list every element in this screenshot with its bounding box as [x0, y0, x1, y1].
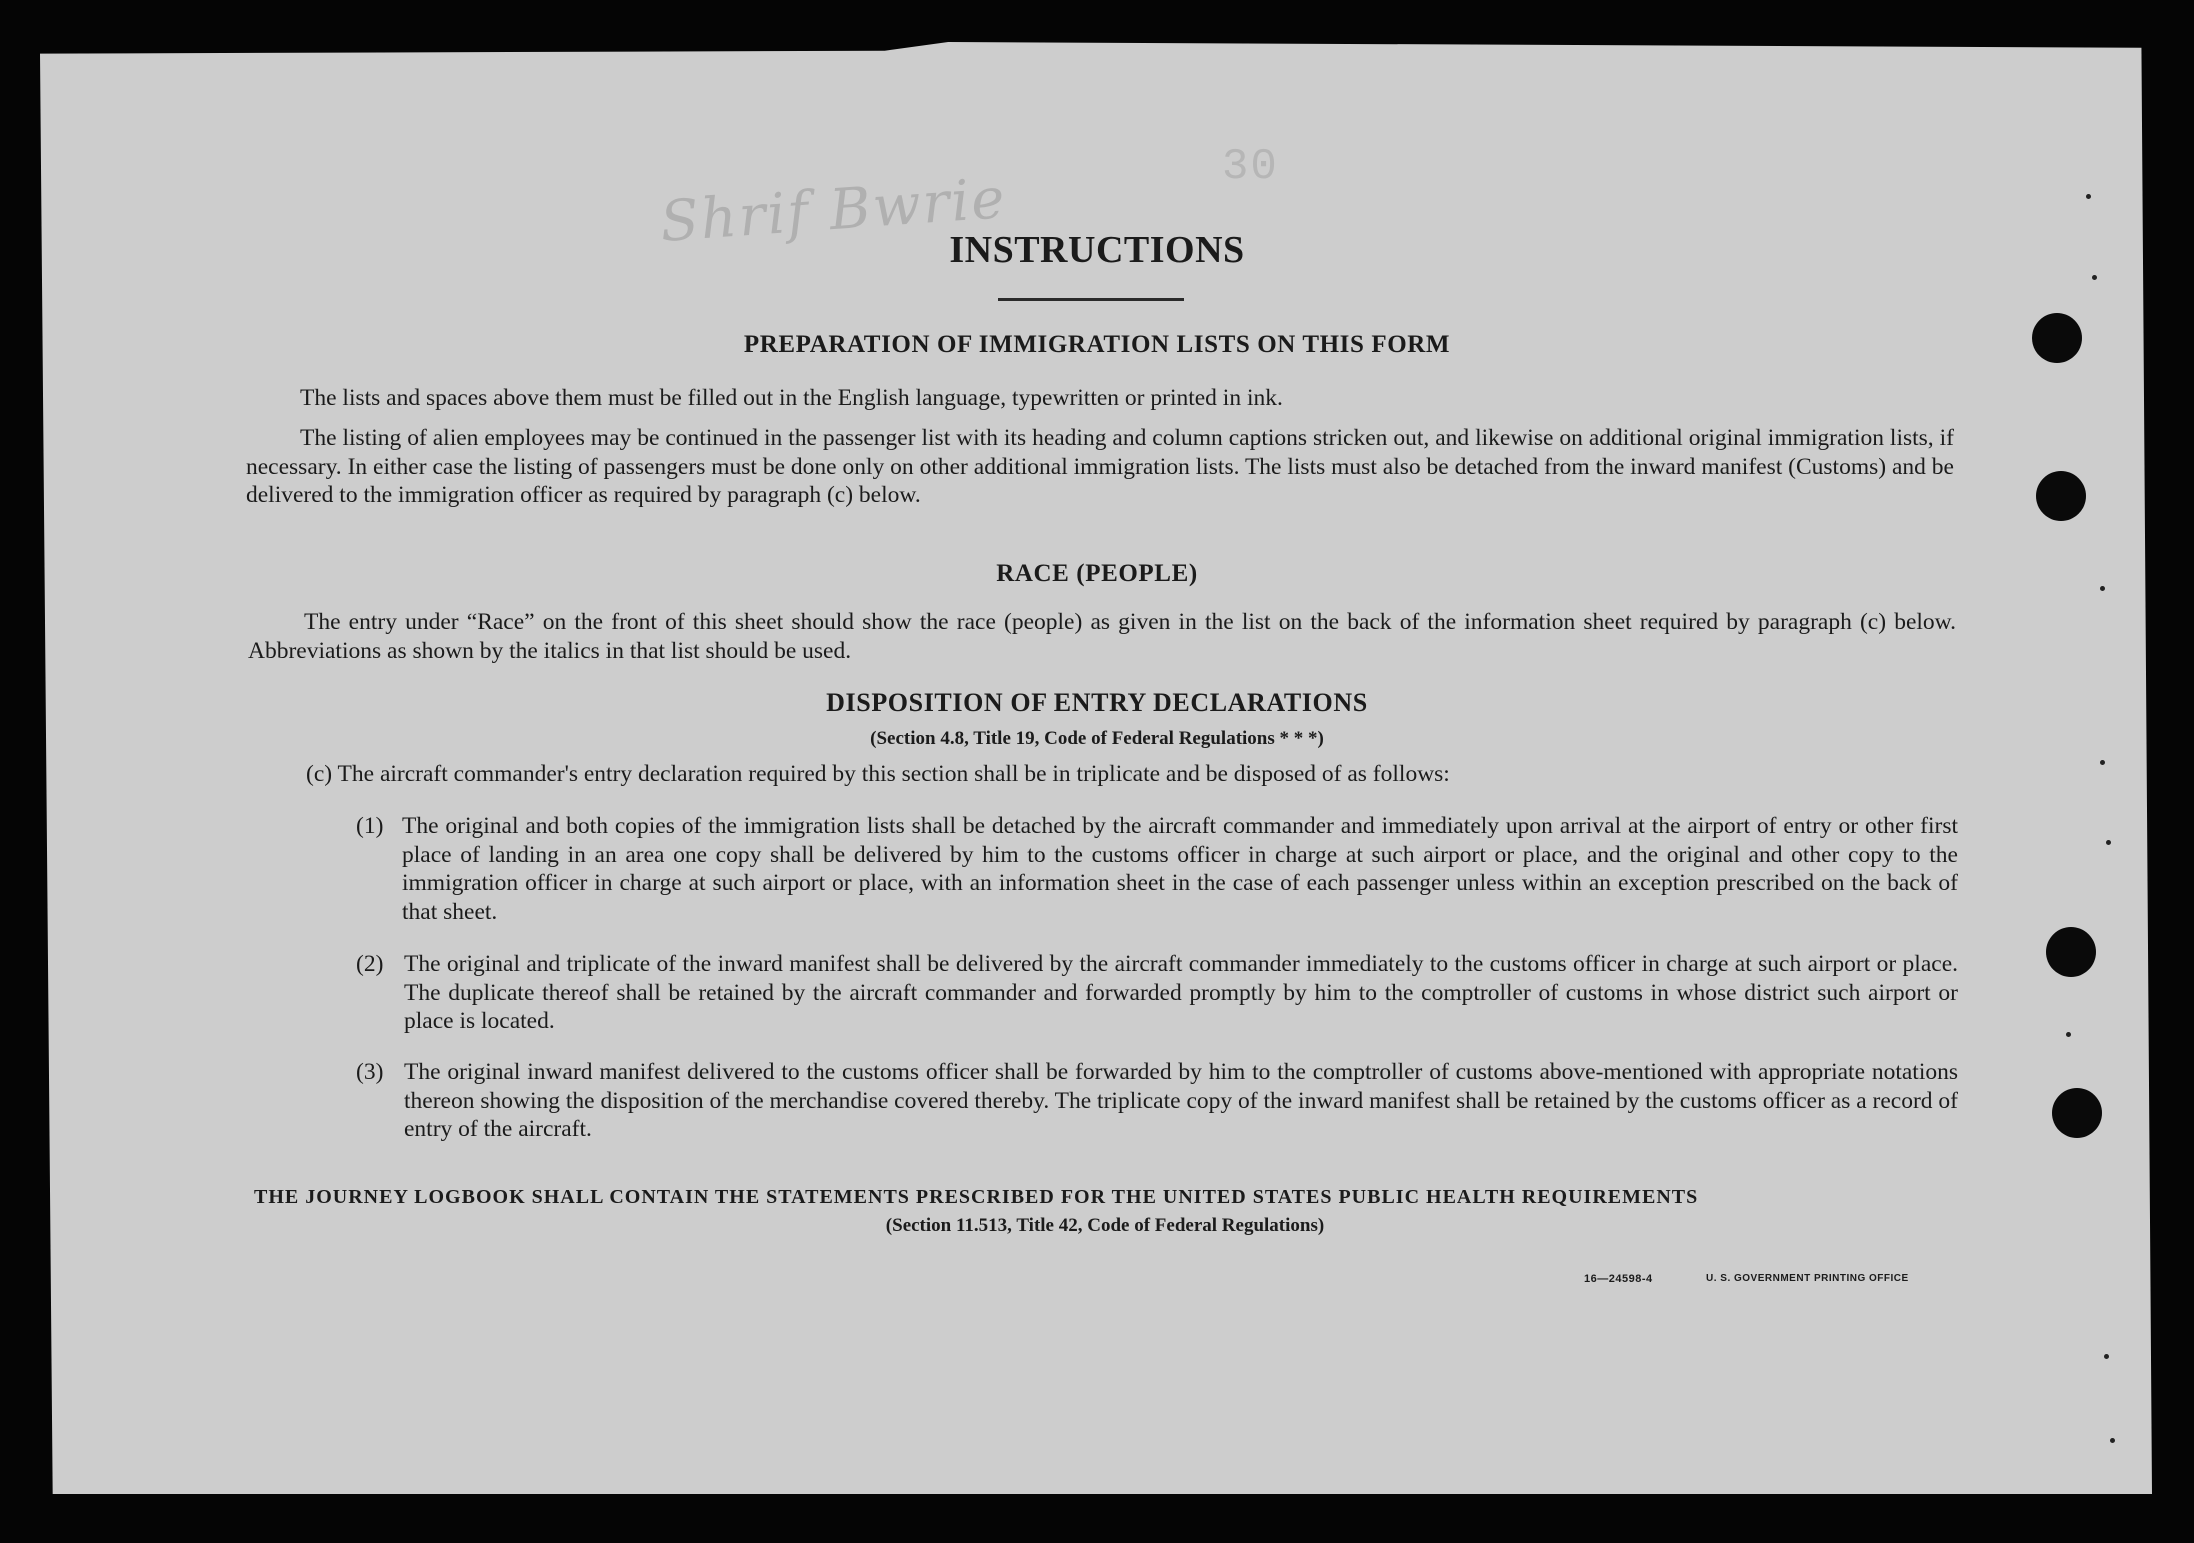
item-number: (3) — [356, 1059, 384, 1085]
intro-marker: (c) — [306, 761, 333, 787]
disposition-reference: (Section 4.8, Title 19, Code of Federal Regulations * * *) — [870, 728, 1324, 749]
para-preparation-2: The listing of alien employees may be continued in the passenger list with its heading and column captions stricken out, and likewise on additional original immigration lists, if necessary. In either case the listing of passengers must be done only on other additional immigration lists. The lists must also be detached from the inward manifest (Customs) and be delivered to the immigration officer as required by paragraph (c) below. — [246, 425, 1954, 508]
item-text: The original inward manifest delivered to the customs officer shall be forwarded by him to the comptroller of customs above-mentioned with appropriate notations thereon showing the disposition of the merchandise covered thereby. The triplicate copy of the inward manifest shall be retained by the customs officer as a record of entry of the aircraft. — [404, 1059, 1958, 1142]
heading-preparation: PREPARATION OF IMMIGRATION LISTS ON THIS FORM — [743, 331, 1451, 358]
footer-reference: (Section 11.513, Title 42, Code of Federal Regulations) — [885, 1215, 1325, 1236]
list-item — [356, 950, 1958, 1036]
bleed-through-number: 30 — [1222, 142, 1279, 192]
disposition-intro — [306, 760, 1450, 789]
specks — [2066, 1032, 2071, 1037]
item-text: The original and both copies of the immigration lists shall be detached by the aircraft commander and immediately upon arrival at the airport of entry or other first place of landing in an area one copy shall be delivered by him to the customs officer in charge at such airport or place, and the original and other copy to the immigration officer in charge at such airport or place, with an information sheet in the case of each passenger unless within an exception prescribed on the back of that sheet. — [402, 813, 1958, 925]
para-race: The entry under “Race” on the front of this sheet should show the race (people) as given in the list on the back of the information sheet required by paragraph (c) below. Abbreviations as shown by the italics in that list should be used. — [248, 609, 1956, 664]
heading-disposition: DISPOSITION OF ENTRY DECLARATIONS — [826, 688, 1368, 717]
item-text: The original and triplicate of the inward manifest shall be delivered by the aircraft commander immediately to the customs officer in charge at such airport or place. The duplicate thereof shall be retained by the aircraft commander and forwarded promptly by him to the comptroller of customs in whose district such airport or place is located. — [404, 951, 1958, 1034]
specks — [2100, 760, 2105, 765]
heading-race: RACE (PEOPLE) — [996, 560, 1198, 587]
specks — [2104, 1354, 2109, 1359]
footer-statement: THE JOURNEY LOGBOOK SHALL CONTAIN THE STATEMENTS PRESCRIBED FOR THE UNITED STATES PUBLIC HEALTH REQUIREMENTS — [254, 1186, 1699, 1208]
title-underline — [998, 298, 1184, 301]
specks — [2100, 586, 2105, 591]
punch-hole — [2032, 313, 2082, 363]
intro-text: The aircraft commander's entry declaration required by this section shall be in triplicate and be disposed of as follows: — [337, 761, 1450, 787]
specks — [2092, 275, 2097, 280]
page-title: INSTRUCTIONS — [949, 229, 1245, 271]
list-item — [356, 1058, 1958, 1144]
printer-imprint: U. S. GOVERNMENT PRINTING OFFICE — [1706, 1273, 1909, 1284]
specks — [2106, 840, 2111, 845]
item-number: (2) — [356, 951, 384, 977]
punch-hole — [2046, 927, 2096, 977]
list-item — [356, 812, 1958, 926]
form-print-code: 16—24598-4 — [1584, 1273, 1653, 1285]
item-number: (1) — [356, 813, 384, 839]
bleed-through-handwriting: Shrif Bwrie — [658, 165, 1009, 256]
specks — [2110, 1438, 2115, 1443]
specks — [2086, 194, 2091, 199]
punch-hole — [2036, 471, 2086, 521]
punch-hole — [2052, 1088, 2102, 1138]
para-preparation-1: The lists and spaces above them must be filled out in the English language, typewritten or printed in ink. — [300, 385, 1283, 411]
